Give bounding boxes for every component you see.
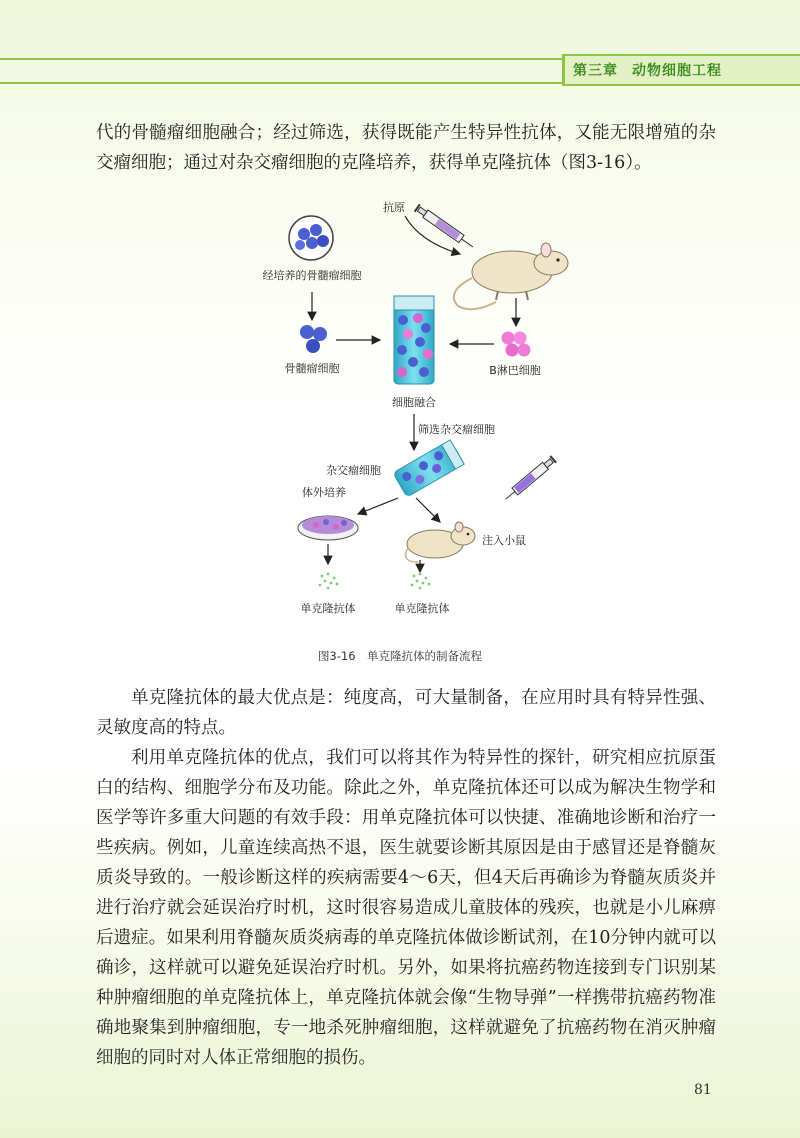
- header-rule-top: [0, 58, 562, 60]
- paragraph-2: 单克隆抗体的最大优点是：纯度高，可大量制备，在应用时具有特异性强、灵敏度高的特点。: [96, 688, 716, 738]
- b-lymphocyte-cells: [502, 332, 531, 357]
- label-hybridoma: 杂交瘤细胞: [326, 464, 381, 477]
- mouse-icon-top: [454, 243, 568, 309]
- myeloma-cells: [300, 325, 327, 353]
- header-rule-bottom: [0, 82, 562, 84]
- page-number: 81: [694, 1082, 712, 1098]
- petri-dish: [298, 516, 358, 540]
- label-mab-right: 单克隆抗体: [394, 602, 450, 615]
- arrow-to-culture: [358, 498, 398, 514]
- label-antigen: 抗原: [383, 201, 405, 214]
- mouse-icon-bottom: [406, 522, 475, 562]
- paragraph-1: 代的骨髓瘤细胞融合；经过筛选，获得既能产生特异性抗体，又能无限增殖的杂交瘤细胞；通过对杂交瘤细胞的克隆培养，获得单克隆抗体（图3-16）。: [96, 123, 716, 173]
- label-myeloma: 骨髓瘤细胞: [284, 362, 340, 375]
- antibody-right: [411, 573, 431, 590]
- syringe-icon-2: [503, 456, 556, 503]
- label-in-vitro-culture: 体外培养: [302, 486, 346, 499]
- paragraph-3: 利用单克隆抗体的优点，我们可以将其作为特异性的探针，研究相应抗原蛋白的结构、细胞学分布及功能。除此之外，单克隆抗体还可以成为解决生物学和医学等许多重大问题的有效手段：用单克隆抗体可以快捷、准确地诊断和治疗一些疾病。例如，儿童连续高热不退，医生就要诊断其原因是由于感冒还是脊髓灰质炎导致的。一般诊断这样的疾病需要4～6天，但4天后再确诊为脊髓灰质炎并进行治疗就会延误治疗时机，这时很容易造成儿童肢体的残疾，也就是小儿麻痹后遗症。如果利用脊髓灰质炎病毒的单克隆抗体做诊断试剂，在10分钟内就可以确诊，这样就可以避免延误治疗时机。另外，如果将抗癌药物连接到专门识别某种肿瘤细胞的单克隆抗体上，单克隆抗体就会像“生物导弹”一样携带抗癌药物准确地聚集到肿瘤细胞，专一地杀死肿瘤细胞，这样就避免了抗癌药物在消灭肿瘤细胞的同时对人体正常细胞的损伤。: [96, 748, 716, 1068]
- cultured-myeloma-dish: [289, 216, 333, 260]
- label-screen-hybridoma: 筛选杂交瘤细胞: [418, 423, 495, 436]
- chapter-title: 动物细胞工程: [632, 63, 722, 79]
- syringe-icon: [415, 204, 476, 250]
- chapter-header: [562, 54, 800, 86]
- label-inject-mouse: 注入小鼠: [482, 534, 526, 547]
- chapter-number: 第三章: [573, 63, 618, 79]
- hybridoma-tube: [393, 440, 464, 497]
- antibody-left: [319, 573, 339, 590]
- label-mab-left: 单克隆抗体: [300, 602, 356, 615]
- figure-caption: 图3-16 单克隆抗体的制备流程: [317, 649, 483, 663]
- label-b-lymphocyte: B淋巴细胞: [489, 364, 541, 377]
- label-cell-fusion: 细胞融合: [392, 396, 436, 409]
- arrow-to-mouse-bottom: [416, 498, 440, 522]
- fusion-tube: [394, 296, 434, 384]
- label-cultured-myeloma: 经培养的骨髓瘤细胞: [262, 269, 362, 282]
- mab-preparation-diagram: [250, 192, 570, 632]
